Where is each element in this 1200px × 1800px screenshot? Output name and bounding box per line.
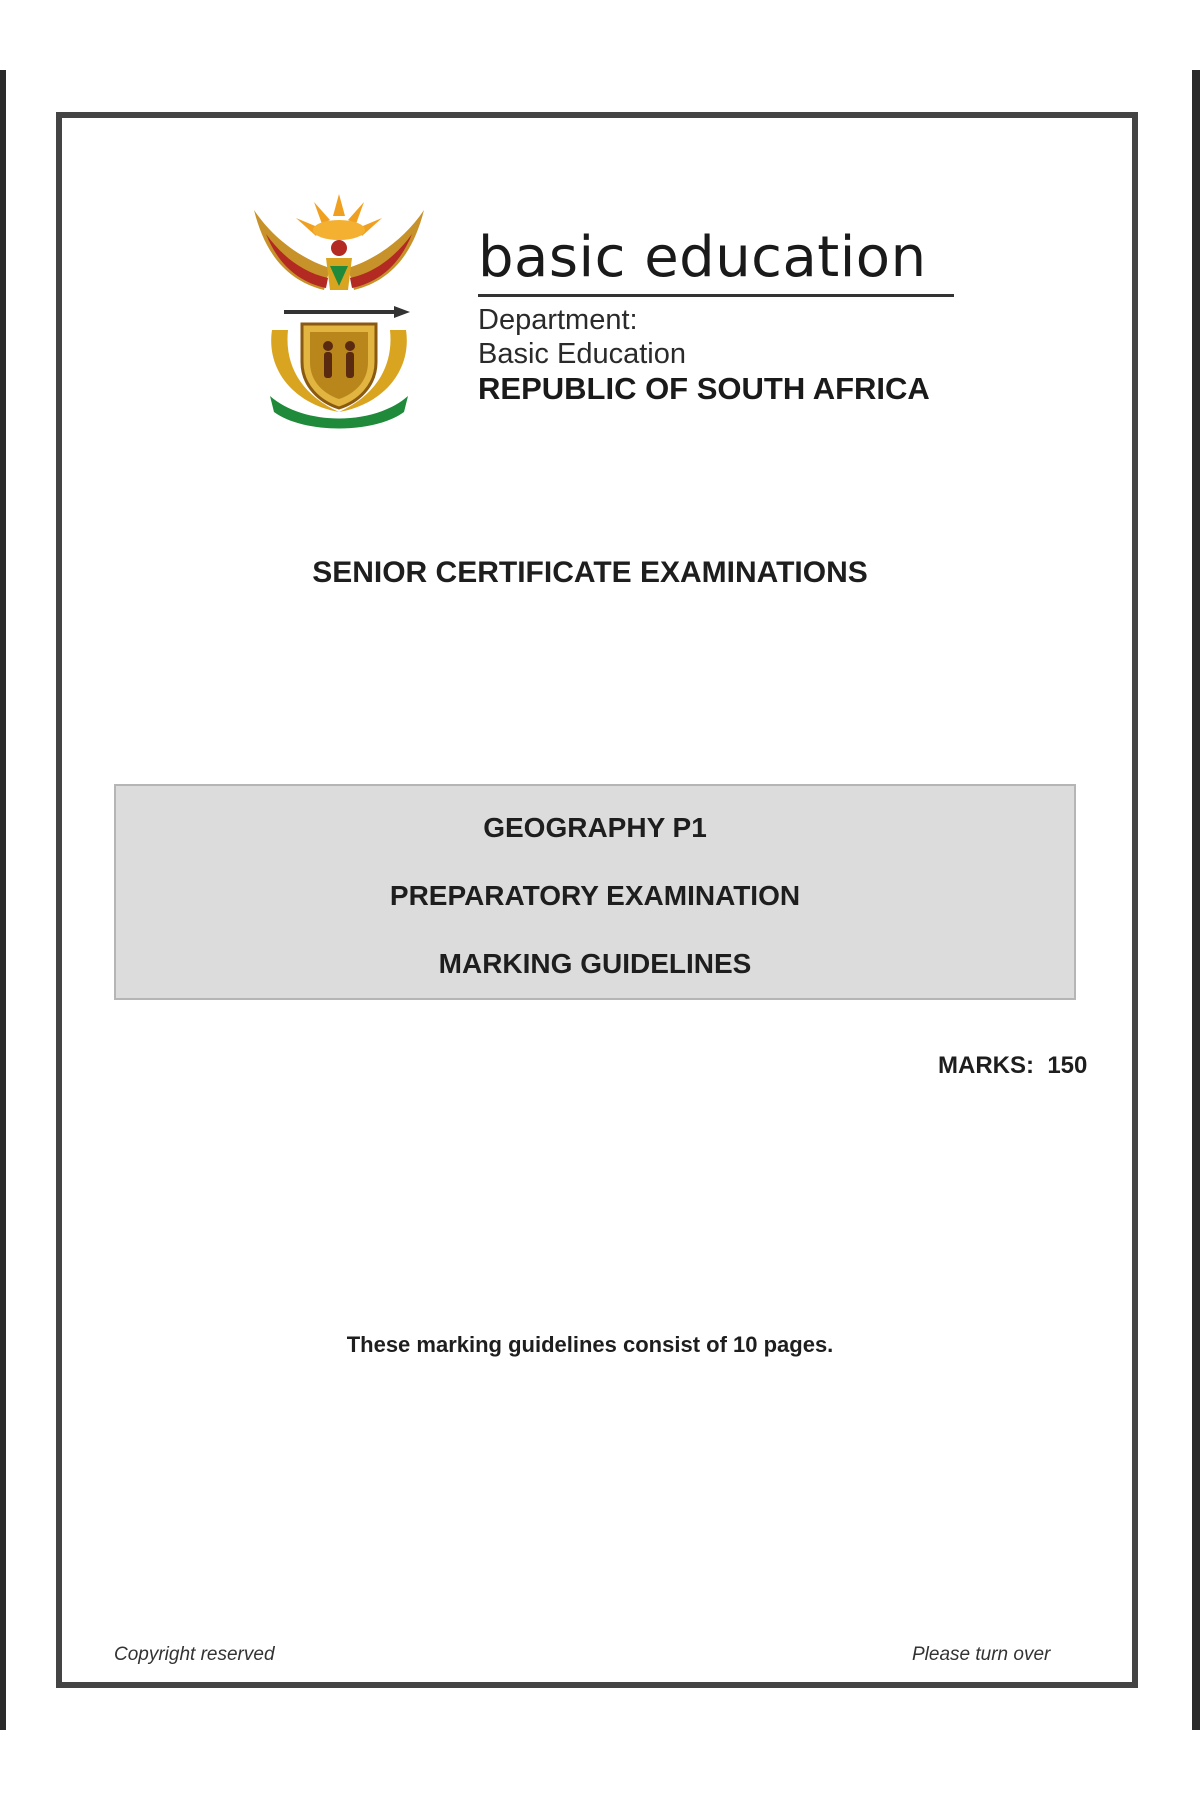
subject-name: GEOGRAPHY P1 bbox=[483, 812, 707, 843]
exam-title: SENIOR CERTIFICATE EXAMINATIONS bbox=[312, 556, 868, 589]
total-marks: MARKS: 150 bbox=[938, 1052, 1088, 1079]
department-name: Basic Education bbox=[478, 338, 686, 370]
coat-of-arms-icon bbox=[244, 190, 434, 430]
subject-box bbox=[114, 784, 1076, 1000]
page-count-note: These marking guidelines consist of 10 pages. bbox=[346, 1332, 834, 1357]
country-name: REPUBLIC OF SOUTH AFRICA bbox=[478, 371, 930, 406]
copyright-notice: Copyright reserved bbox=[114, 1644, 275, 1665]
department-branding bbox=[478, 225, 954, 407]
document-type: MARKING GUIDELINES bbox=[438, 948, 752, 979]
brand-name: basic education bbox=[478, 230, 954, 297]
department-label: Department: bbox=[478, 304, 638, 336]
exam-type: PREPARATORY EXAMINATION bbox=[389, 880, 801, 911]
turn-over-notice: Please turn over bbox=[912, 1644, 1051, 1665]
right-edge-bar bbox=[1192, 70, 1200, 1730]
left-edge-bar bbox=[0, 70, 6, 1730]
